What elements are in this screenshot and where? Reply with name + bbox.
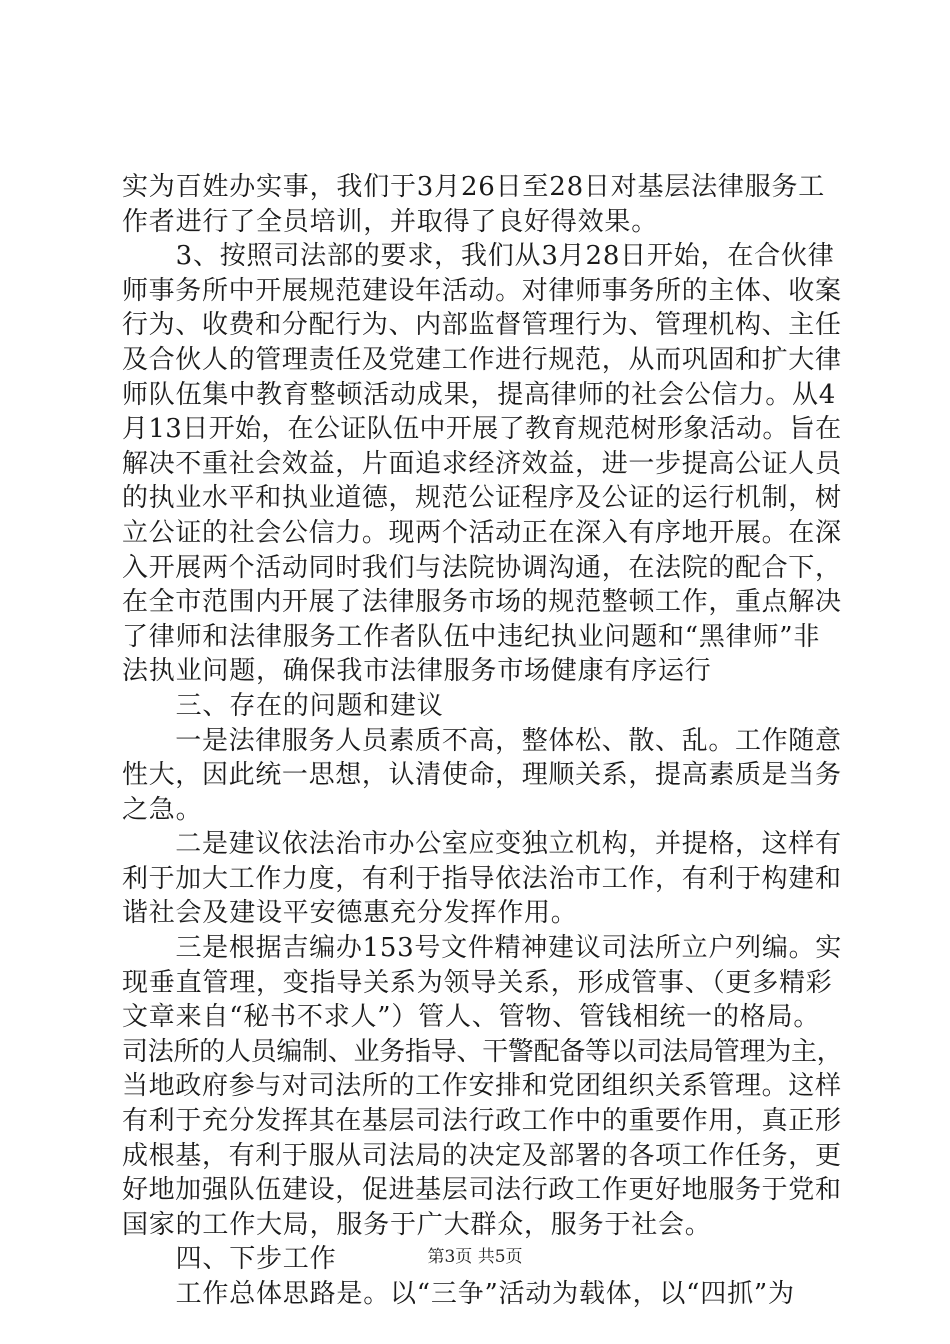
text-line: 文章来自“秘书不求人”）管人、管物、管钱相统一的格局。 <box>122 1002 821 1033</box>
text-line: 二是建议依法治市办公室应变独立机构，并提格，这样有 <box>122 829 842 860</box>
text-line: 立公证的社会公信力。现两个活动正在深入有序地开展。在深 <box>122 517 842 548</box>
text-line: 当地政府参与对司法所的工作安排和党团组织关系管理。这样 <box>122 1071 842 1102</box>
text-line: 了律师和法律服务工作者队伍中违纪执业问题和“黑律师”非 <box>122 621 821 652</box>
text-line: 司法所的人员编制、业务指导、干警配备等以司法局管理为主， <box>122 1036 843 1067</box>
text-line: 3、按照司法部的要求，我们从3月28日开始，在合伙律 <box>122 241 835 272</box>
text-line: 的执业水平和执业道德，规范公证程序及公证的运行机制，树 <box>122 483 842 514</box>
text-line: 三、存在的问题和建议 <box>122 690 444 721</box>
text-line: 实为百姓办实事，我们于3月26日至28日对基层法律服务工 <box>122 172 826 202</box>
text-line: 之急。 <box>122 794 203 825</box>
text-line: 四、下步工作 <box>122 1244 337 1275</box>
text-line: 谐社会及建设平安德惠充分发挥作用。 <box>122 898 578 929</box>
text-line: 作者进行了全员培训，并取得了良好得效果。 <box>122 206 659 237</box>
text-line: 性大，因此统一思想，认清使命，理顺关系，提高素质是当务 <box>122 760 842 791</box>
text-line: 有利于充分发挥其在基层司法行政工作中的重要作用，真正形 <box>122 1106 842 1137</box>
text-line: 现垂直管理，变指导关系为领导关系，形成管事、（更多精彩 <box>122 967 833 998</box>
text-line: 一是法律服务人员素质不高，整体松、散、乱。工作随意 <box>122 725 842 756</box>
document-body <box>122 170 842 1312</box>
text-line: 法执业问题，确保我市法律服务市场健康有序运行 <box>122 656 712 687</box>
text-line: 师事务所中开展规范建设年活动。对律师事务所的主体、收案 <box>122 275 842 306</box>
text-line: 利于加大工作力度，有利于指导依法治市工作，有利于构建和 <box>122 863 842 894</box>
text-line: 师队伍集中教育整顿活动成果，提高律师的社会公信力。从4 <box>122 379 837 410</box>
text-line: 好地加强队伍建设，促进基层司法行政工作更好地服务于党和 <box>122 1175 842 1206</box>
text-line: 在全市范围内开展了法律服务市场的规范整顿工作，重点解决 <box>122 587 842 618</box>
text-line: 月13日开始，在公证队伍中开展了教育规范树形象活动。旨在 <box>122 414 842 445</box>
text-line: 成根基，有利于服从司法局的决定及部署的各项工作任务，更 <box>122 1140 842 1171</box>
text-line: 及合伙人的管理责任及党建工作进行规范，从而巩固和扩大律 <box>122 344 842 375</box>
page-footer: 第3页 共5页 <box>427 1247 523 1267</box>
text-line: 国家的工作大局，服务于广大群众，服务于社会。 <box>122 1209 712 1240</box>
text-line: 三是根据吉编办153号文件精神建议司法所立户列编。实 <box>122 933 843 964</box>
text-line: 行为、收费和分配行为、内部监督管理行为、管理机构、主任 <box>122 310 842 341</box>
text-line: 入开展两个活动同时我们与法院协调沟通，在法院的配合下， <box>122 552 842 583</box>
text-line: 解决不重社会效益，片面追求经济效益，进一步提高公证人员 <box>122 448 842 479</box>
text-line: 工作总体思路是。以“三争”活动为载体，以“四抓”为 <box>122 1279 795 1309</box>
